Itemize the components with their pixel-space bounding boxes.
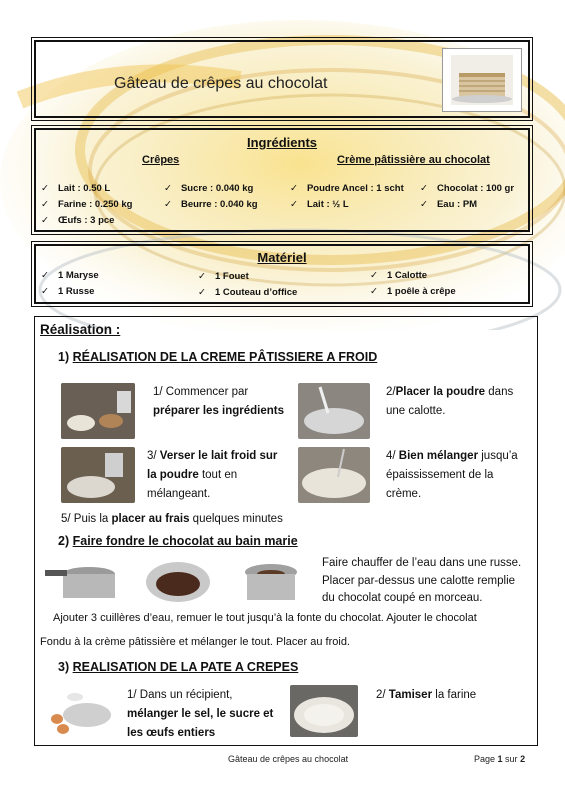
- bain-marie-photo: [231, 556, 305, 606]
- materiel-list-2: [198, 269, 297, 301]
- list-item: ✓ 1 poêle à crêpe: [370, 284, 456, 300]
- materiel-list-3: [370, 268, 456, 300]
- creme-heading: Crème pâtissière au chocolat: [337, 154, 490, 166]
- list-item: ✓ 1 Calotte: [370, 268, 456, 284]
- step-5-text: 5/ Puis la placer au frais quelques minutes: [61, 513, 283, 525]
- list-item: ✓ Œufs : 3 pce: [41, 213, 132, 229]
- section-2-line-4: Ajouter 3 cuillères d’eau, remuer le tout jusqu’à la fonte du chocolat. Ajouter le chocolat: [53, 612, 477, 624]
- section-2-title: 2) Faire fondre le chocolat au bain marie: [58, 534, 298, 548]
- page-title: Gâteau de crêpes au chocolat: [114, 75, 328, 92]
- section-3-step-1-text: 1/ Dans un récipient, mélanger le sel, le sucre et les œufs entiers: [127, 689, 274, 739]
- realisation-box: [34, 316, 538, 746]
- section-3-title: 3) REALISATION DE LA PATE A CREPES: [58, 660, 299, 674]
- ingredients-box: [34, 128, 530, 232]
- list-item: ✓ 1 Couteau d’office: [198, 285, 297, 301]
- flour-photo: [290, 685, 358, 737]
- list-item: ✓ Poudre Ancel : 1 scht: [290, 181, 404, 197]
- list-item: ✓ Beurre : 0.040 kg: [164, 197, 258, 213]
- cake-thumbnail-image: [442, 48, 522, 112]
- materiel-heading: Matériel: [257, 250, 307, 265]
- crepes-heading: Crêpes: [142, 154, 180, 166]
- list-item: ✓ Sucre : 0.040 kg: [164, 181, 258, 197]
- chocolate-photo: [141, 556, 215, 606]
- list-item: ✓ 1 Maryse: [41, 268, 99, 284]
- creme-list-1: [290, 181, 404, 213]
- ingredients-photo: [61, 383, 135, 439]
- bowl-eggs-photo: [45, 685, 115, 737]
- list-item: ✓ Eau : PM: [420, 197, 514, 213]
- title-box: [34, 40, 530, 118]
- section-1-title: 1) RÉALISATION DE LA CREME PÂTISSIERE A FROID: [58, 350, 378, 364]
- list-item: ✓ Farine : 0.250 kg: [41, 197, 132, 213]
- section-2-line-5: Fondu à la crème pâtissière et mélanger le tout. Placer au froid.: [40, 636, 350, 648]
- page-number: Page 1 sur 2: [474, 754, 526, 764]
- step-2-text: 2/Placer la poudre dans une calotte.: [386, 386, 514, 417]
- list-item: ✓ 1 Russe: [41, 284, 99, 300]
- creme-list-2: [420, 181, 514, 213]
- list-item: ✓ 1 Fouet: [198, 269, 297, 285]
- footer-title: Gâteau de crêpes au chocolat: [228, 754, 349, 764]
- list-item: ✓ Chocolat : 100 gr: [420, 181, 514, 197]
- realisation-heading: Réalisation :: [40, 322, 121, 337]
- crepes-list-1: [41, 181, 132, 229]
- russe-photo: [45, 556, 125, 606]
- list-item: ✓ Lait : 0.50 L: [41, 181, 132, 197]
- materiel-box: [34, 244, 530, 304]
- crepes-list-2: [164, 181, 258, 213]
- step-3-text: 3/ Verser le lait froid sur la poudre tout en mélangeant.: [147, 450, 278, 500]
- milk-photo: [61, 447, 135, 503]
- section-2-text: Faire chauffer de l’eau dans une russe. Placer par-dessus une calotte remplie du chocolat coupé en morceau.: [322, 557, 522, 604]
- ingredients-heading: Ingrédients: [246, 135, 318, 150]
- powder-photo: [298, 383, 370, 439]
- list-item: ✓ Lait : ½ L: [290, 197, 404, 213]
- step-4-text: 4/ Bien mélanger jusqu’a épaississement de la crème.: [386, 450, 518, 500]
- section-3-step-2-text: 2/ Tamiser la farine: [376, 689, 477, 701]
- materiel-list-1: [41, 268, 99, 300]
- mixing-photo: [298, 447, 370, 503]
- step-1-text: 1/ Commencer par préparer les ingrédients: [153, 386, 285, 417]
